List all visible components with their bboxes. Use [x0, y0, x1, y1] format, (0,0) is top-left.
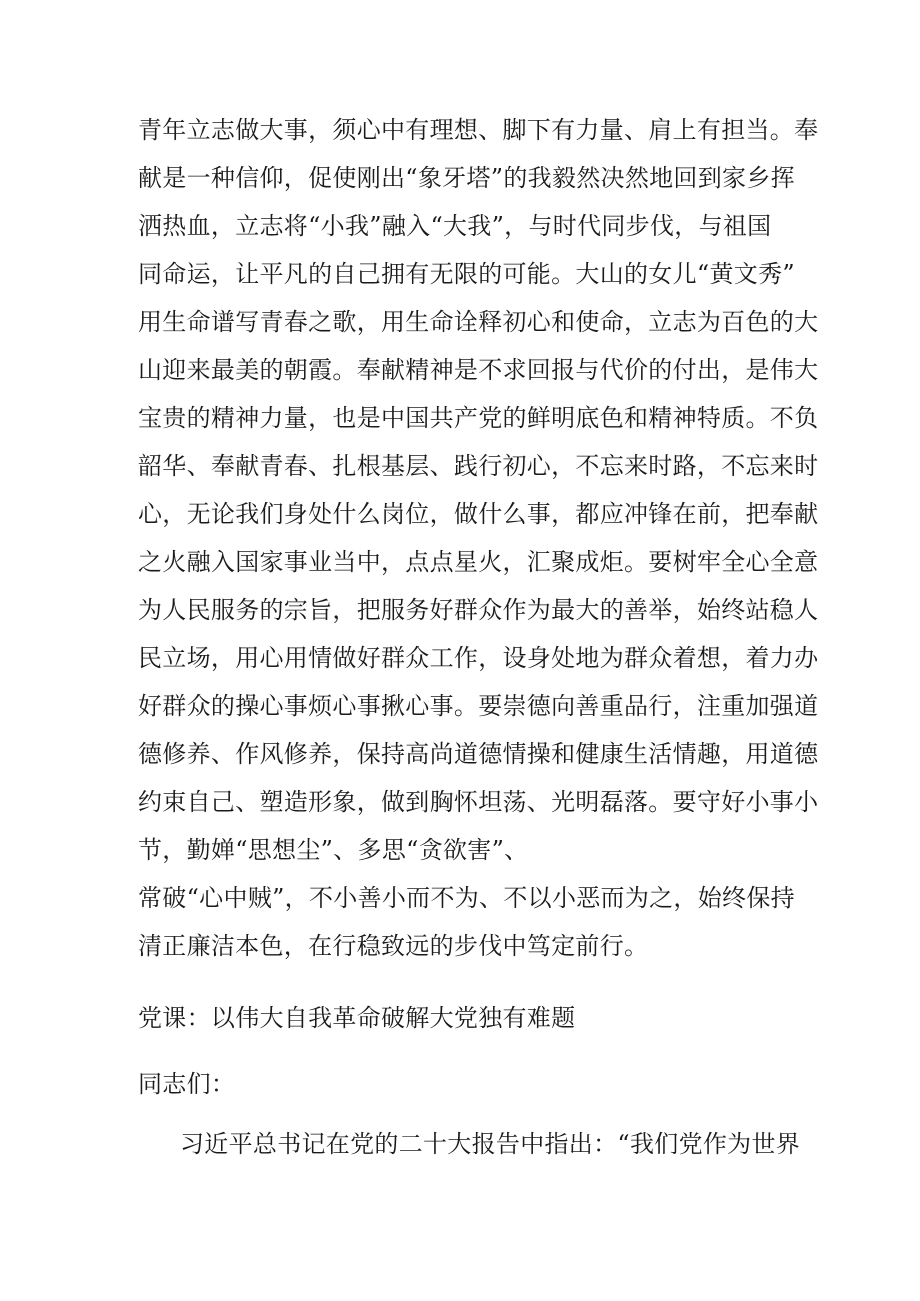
paragraph-line: 洒热血，立志将“小我”融入“大我”，与时代同步伐，与祖国: [138, 212, 772, 240]
paragraph-line: 为人民服务的宗旨，把服务好群众作为最大的善举，始终站稳人: [138, 596, 819, 624]
paragraph-line: 习近平总书记在党的二十大报告中指出：“我们党作为世界: [180, 1130, 801, 1158]
paragraph-line: 心，无论我们身处什么岗位，做什么事，都应冲锋在前，把奉献: [138, 500, 819, 528]
paragraph-line: 献是一种信仰，促使刚出“象牙塔”的我毅然决然地回到家乡挥: [138, 164, 795, 192]
section-heading: 党课：以伟大自我革命破解大党独有难题: [138, 1004, 576, 1032]
paragraph-line: 约束自己、塑造形象，做到胸怀坦荡、光明磊落。要守好小事小: [138, 788, 819, 816]
paragraph-line: 民立场，用心用情做好群众工作，设身处地为群众着想，着力办: [138, 644, 819, 672]
paragraph-line: 清正廉洁本色，在行稳致远的步伐中笃定前行。: [138, 932, 649, 960]
paragraph-line: 青年立志做大事，须心中有理想、脚下有力量、肩上有担当。奉: [138, 116, 819, 144]
paragraph-line: 同命运，让平凡的自己拥有无限的可能。大山的女儿“黄文秀”: [138, 260, 795, 288]
paragraph-line: 德修养、作风修养，保持高尚道德情操和健康生活情趣，用道德: [138, 740, 819, 768]
paragraph-line: 节，勤婵“思想尘”、多思“贪欲害”、: [138, 836, 529, 864]
paragraph-line: 用生命谱写青春之歌，用生命诠释初心和使命，立志为百色的大: [138, 308, 819, 336]
paragraph-line: 常破“心中贼”，不小善小而不为、不以小恶而为之，始终保持: [138, 884, 795, 912]
salutation: 同志们：: [138, 1070, 236, 1098]
paragraph-line: 韶华、奉献青春、扎根基层、践行初心，不忘来时路，不忘来时: [138, 452, 819, 480]
paragraph-line: 宝贵的精神力量，也是中国共产党的鲜明底色和精神特质。不负: [138, 404, 819, 432]
paragraph-line: 之火融入国家事业当中，点点星火，汇聚成炬。要树牢全心全意: [138, 548, 819, 576]
paragraph-line: 好群众的操心事烦心事揪心事。要崇德向善重品行，注重加强道: [138, 692, 819, 720]
paragraph-line: 山迎来最美的朝霞。奉献精神是不求回报与代价的付出，是伟大: [138, 356, 819, 384]
